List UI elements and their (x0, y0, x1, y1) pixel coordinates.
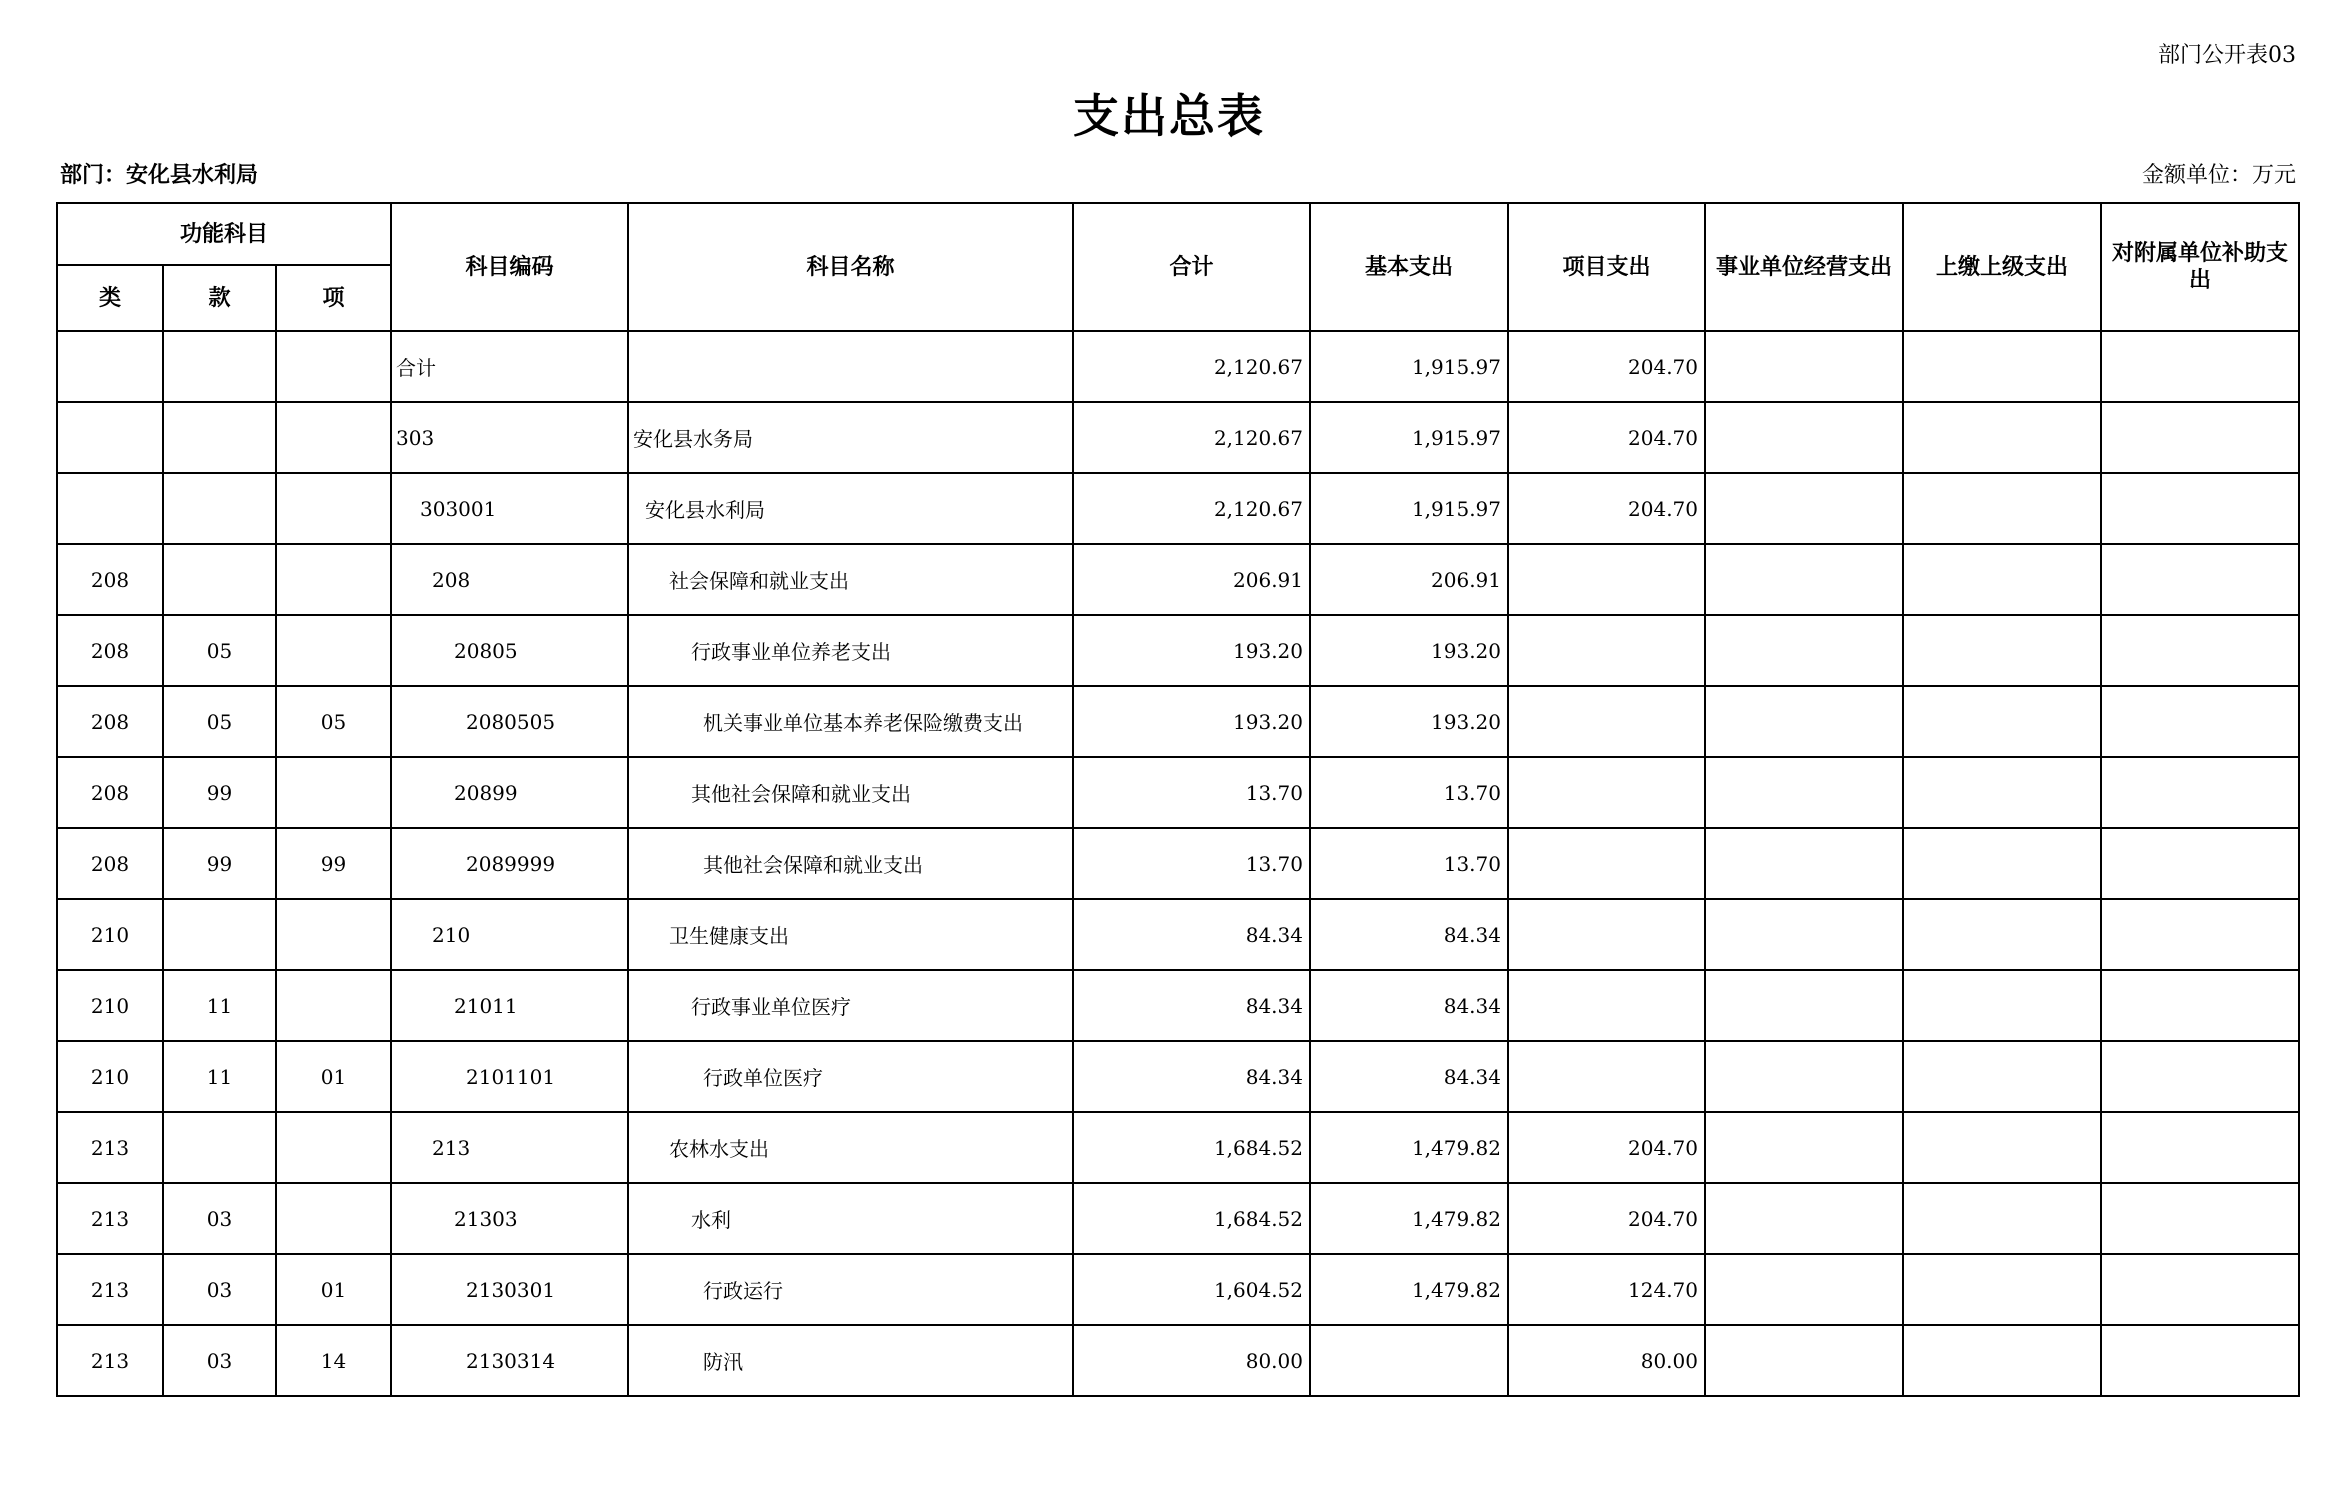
table-row (57, 473, 2299, 544)
cell-total: 13.70 (1073, 757, 1310, 828)
cell-kuan: 03 (163, 1183, 276, 1254)
cell-subsidy (2101, 828, 2299, 899)
cell-basic: 1,915.97 (1310, 402, 1508, 473)
cell-project: 204.70 (1508, 402, 1705, 473)
cell-subsidy (2101, 686, 2299, 757)
cell-upper (1903, 331, 2101, 402)
cell-lei (57, 473, 163, 544)
cell-kuan: 05 (163, 615, 276, 686)
cell-xiang: 14 (276, 1325, 391, 1396)
cell-code: 2130314 (391, 1325, 628, 1396)
cell-subsidy (2101, 1254, 2299, 1325)
header-function-group: 功能科目 (57, 203, 391, 265)
cell-total: 193.20 (1073, 615, 1310, 686)
cell-project (1508, 686, 1705, 757)
cell-business (1705, 686, 1903, 757)
cell-business (1705, 402, 1903, 473)
cell-total: 206.91 (1073, 544, 1310, 615)
cell-name: 防汛 (628, 1325, 1073, 1396)
cell-subsidy (2101, 1041, 2299, 1112)
cell-project: 204.70 (1508, 1183, 1705, 1254)
cell-subsidy (2101, 473, 2299, 544)
cell-xiang (276, 331, 391, 402)
cell-business (1705, 331, 1903, 402)
cell-code: 21303 (391, 1183, 628, 1254)
cell-lei: 210 (57, 970, 163, 1041)
cell-upper (1903, 1183, 2101, 1254)
cell-name: 其他社会保障和就业支出 (628, 757, 1073, 828)
header-project: 项目支出 (1508, 203, 1705, 331)
cell-upper (1903, 757, 2101, 828)
cell-upper (1903, 615, 2101, 686)
cell-lei: 210 (57, 1041, 163, 1112)
cell-total: 2,120.67 (1073, 402, 1310, 473)
cell-xiang: 05 (276, 686, 391, 757)
table-row (57, 828, 2299, 899)
cell-xiang (276, 473, 391, 544)
cell-project: 204.70 (1508, 331, 1705, 402)
cell-business (1705, 1254, 1903, 1325)
table-row (57, 970, 2299, 1041)
table-row (57, 1112, 2299, 1183)
cell-business (1705, 544, 1903, 615)
cell-kuan (163, 544, 276, 615)
cell-project: 204.70 (1508, 1112, 1705, 1183)
cell-business (1705, 615, 1903, 686)
cell-kuan: 03 (163, 1325, 276, 1396)
cell-name (628, 331, 1073, 402)
cell-kuan (163, 473, 276, 544)
cell-total: 1,604.52 (1073, 1254, 1310, 1325)
cell-code: 2089999 (391, 828, 628, 899)
table-row (57, 757, 2299, 828)
cell-project (1508, 544, 1705, 615)
cell-upper (1903, 1254, 2101, 1325)
cell-lei: 208 (57, 828, 163, 899)
cell-upper (1903, 828, 2101, 899)
cell-name: 行政单位医疗 (628, 1041, 1073, 1112)
cell-project (1508, 828, 1705, 899)
cell-project (1508, 757, 1705, 828)
cell-total: 84.34 (1073, 899, 1310, 970)
cell-lei: 208 (57, 544, 163, 615)
cell-name: 行政运行 (628, 1254, 1073, 1325)
cell-business (1705, 757, 1903, 828)
cell-kuan (163, 402, 276, 473)
cell-basic: 1,915.97 (1310, 473, 1508, 544)
cell-kuan: 99 (163, 828, 276, 899)
cell-upper (1903, 686, 2101, 757)
cell-project (1508, 899, 1705, 970)
cell-xiang (276, 757, 391, 828)
cell-subsidy (2101, 1112, 2299, 1183)
cell-xiang (276, 402, 391, 473)
cell-basic: 193.20 (1310, 615, 1508, 686)
cell-total: 84.34 (1073, 1041, 1310, 1112)
cell-total: 1,684.52 (1073, 1112, 1310, 1183)
cell-business (1705, 828, 1903, 899)
cell-name: 农林水支出 (628, 1112, 1073, 1183)
header-kuan: 款 (163, 265, 276, 331)
cell-name: 安化县水务局 (628, 402, 1073, 473)
table-row (57, 615, 2299, 686)
cell-name: 行政事业单位医疗 (628, 970, 1073, 1041)
cell-upper (1903, 970, 2101, 1041)
cell-total: 80.00 (1073, 1325, 1310, 1396)
cell-upper (1903, 402, 2101, 473)
cell-basic: 84.34 (1310, 1041, 1508, 1112)
department-label: 部门：安化县水利局 (60, 163, 259, 188)
cell-kuan: 11 (163, 1041, 276, 1112)
cell-project (1508, 615, 1705, 686)
cell-basic: 84.34 (1310, 899, 1508, 970)
cell-xiang (276, 544, 391, 615)
cell-total: 2,120.67 (1073, 473, 1310, 544)
expenditure-table (56, 202, 2300, 1397)
cell-upper (1903, 899, 2101, 970)
cell-business (1705, 970, 1903, 1041)
cell-name: 安化县水利局 (628, 473, 1073, 544)
header-total: 合计 (1073, 203, 1310, 331)
cell-name: 机关事业单位基本养老保险缴费支出 (628, 686, 1073, 757)
cell-business (1705, 1183, 1903, 1254)
page-title: 支出总表 (1073, 89, 1265, 143)
cell-lei (57, 331, 163, 402)
cell-project (1508, 1041, 1705, 1112)
table-row (57, 686, 2299, 757)
cell-basic: 206.91 (1310, 544, 1508, 615)
table-body (57, 331, 2299, 1396)
cell-kuan: 05 (163, 686, 276, 757)
header-subsidy: 对附属单位补助支出 (2101, 203, 2299, 331)
cell-xiang (276, 970, 391, 1041)
cell-project: 204.70 (1508, 473, 1705, 544)
header-upper: 上缴上级支出 (1903, 203, 2101, 331)
table-row (57, 1041, 2299, 1112)
cell-code: 2130301 (391, 1254, 628, 1325)
cell-kuan (163, 1112, 276, 1183)
table-row (57, 544, 2299, 615)
header-code: 科目编码 (391, 203, 628, 331)
cell-basic: 1,479.82 (1310, 1183, 1508, 1254)
cell-project (1508, 970, 1705, 1041)
cell-code: 20899 (391, 757, 628, 828)
cell-kuan: 03 (163, 1254, 276, 1325)
cell-xiang (276, 1183, 391, 1254)
cell-kuan: 11 (163, 970, 276, 1041)
cell-code: 21011 (391, 970, 628, 1041)
header-xiang: 项 (276, 265, 391, 331)
cell-subsidy (2101, 970, 2299, 1041)
header-name: 科目名称 (628, 203, 1073, 331)
cell-basic: 13.70 (1310, 757, 1508, 828)
cell-lei: 208 (57, 757, 163, 828)
cell-project: 80.00 (1508, 1325, 1705, 1396)
cell-basic: 13.70 (1310, 828, 1508, 899)
cell-xiang (276, 899, 391, 970)
cell-project: 124.70 (1508, 1254, 1705, 1325)
table-row (57, 1325, 2299, 1396)
cell-subsidy (2101, 899, 2299, 970)
table-row (57, 402, 2299, 473)
cell-xiang (276, 615, 391, 686)
cell-xiang: 99 (276, 828, 391, 899)
header-lei: 类 (57, 265, 163, 331)
cell-code: 208 (391, 544, 628, 615)
cell-total: 1,684.52 (1073, 1183, 1310, 1254)
cell-name: 其他社会保障和就业支出 (628, 828, 1073, 899)
cell-code: 210 (391, 899, 628, 970)
cell-xiang: 01 (276, 1041, 391, 1112)
cell-total: 84.34 (1073, 970, 1310, 1041)
table-row (57, 899, 2299, 970)
header-business: 事业单位经营支出 (1705, 203, 1903, 331)
cell-subsidy (2101, 544, 2299, 615)
table-row (57, 331, 2299, 402)
header-basic: 基本支出 (1310, 203, 1508, 331)
cell-subsidy (2101, 615, 2299, 686)
cell-upper (1903, 1041, 2101, 1112)
cell-business (1705, 473, 1903, 544)
cell-subsidy (2101, 402, 2299, 473)
cell-basic: 1,479.82 (1310, 1254, 1508, 1325)
cell-basic: 193.20 (1310, 686, 1508, 757)
table-row (57, 1183, 2299, 1254)
cell-lei: 213 (57, 1112, 163, 1183)
cell-kuan (163, 899, 276, 970)
cell-lei: 208 (57, 686, 163, 757)
cell-code: 303001 (391, 473, 628, 544)
cell-business (1705, 1112, 1903, 1183)
table-number-label: 部门公开表03 (2158, 43, 2296, 68)
cell-total: 193.20 (1073, 686, 1310, 757)
cell-business (1705, 1041, 1903, 1112)
unit-label: 金额单位：万元 (2141, 163, 2296, 188)
cell-code: 合计 (391, 331, 628, 402)
cell-code: 2101101 (391, 1041, 628, 1112)
cell-kuan (163, 331, 276, 402)
table-row (57, 1254, 2299, 1325)
cell-upper (1903, 544, 2101, 615)
cell-lei: 213 (57, 1325, 163, 1396)
cell-lei (57, 402, 163, 473)
cell-code: 2080505 (391, 686, 628, 757)
cell-basic: 1,915.97 (1310, 331, 1508, 402)
cell-xiang: 01 (276, 1254, 391, 1325)
cell-basic: 84.34 (1310, 970, 1508, 1041)
cell-code: 213 (391, 1112, 628, 1183)
cell-subsidy (2101, 1183, 2299, 1254)
cell-business (1705, 1325, 1903, 1396)
cell-xiang (276, 1112, 391, 1183)
cell-kuan: 99 (163, 757, 276, 828)
cell-total: 13.70 (1073, 828, 1310, 899)
cell-name: 水利 (628, 1183, 1073, 1254)
cell-lei: 213 (57, 1254, 163, 1325)
cell-subsidy (2101, 757, 2299, 828)
cell-name: 卫生健康支出 (628, 899, 1073, 970)
cell-code: 303 (391, 402, 628, 473)
cell-basic: 1,479.82 (1310, 1112, 1508, 1183)
cell-total: 2,120.67 (1073, 331, 1310, 402)
cell-upper (1903, 1112, 2101, 1183)
cell-lei: 208 (57, 615, 163, 686)
cell-name: 社会保障和就业支出 (628, 544, 1073, 615)
cell-subsidy (2101, 1325, 2299, 1396)
cell-name: 行政事业单位养老支出 (628, 615, 1073, 686)
cell-lei: 213 (57, 1183, 163, 1254)
cell-subsidy (2101, 331, 2299, 402)
cell-upper (1903, 1325, 2101, 1396)
cell-lei: 210 (57, 899, 163, 970)
cell-upper (1903, 473, 2101, 544)
cell-basic (1310, 1325, 1508, 1396)
cell-business (1705, 899, 1903, 970)
cell-code: 20805 (391, 615, 628, 686)
